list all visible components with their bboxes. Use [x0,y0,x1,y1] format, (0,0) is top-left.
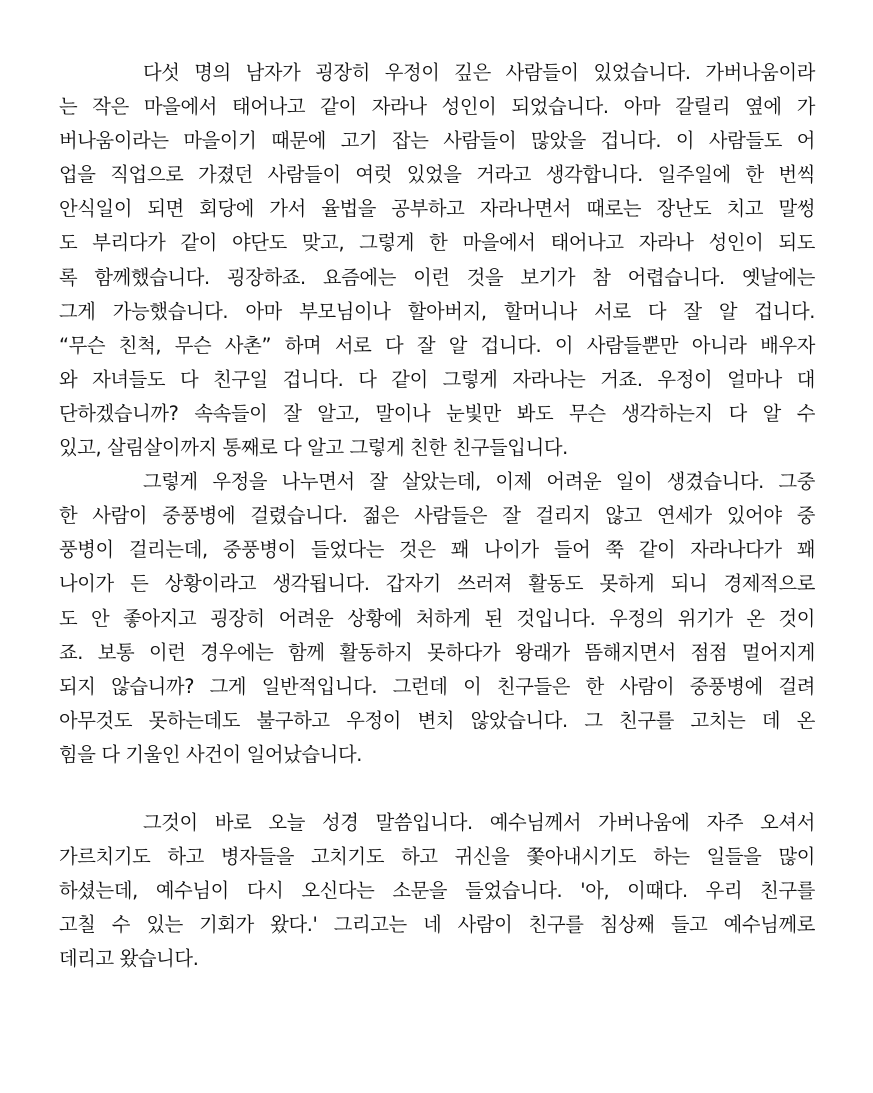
text-line: 다섯 명의 남자가 굉장히 우정이 깊은 사람들이 있었습니다. 가버나움이라 [143,61,815,84]
text-line: 와 자녀들도 다 친구일 겁니다. 다 같이 그렇게 자라나는 거죠. 우정이 얼마나 대 [59,367,815,391]
text-line: 있고, 살림살이까지 통째로 다 알고 그렇게 친한 친구들입니다. [59,436,568,460]
text-line: 고칠 수 있는 기회가 왔다.' 그리고는 네 사람이 친구를 침상째 들고 예수님께로 [59,913,815,937]
text-line: 도 안 좋아지고 굉장히 어려운 상황에 처하게 된 것입니다. 우정의 위기가 온 것이 [59,606,815,630]
paragraph-gap [59,772,815,806]
text-line: 나이가 든 상황이라고 생각됩니다. 갑자기 쓰러져 활동도 못하게 되니 경제적으로 [59,572,815,596]
text-line: 업을 직업으로 가졌던 사람들이 여럿 있었을 거라고 생각합니다. 일주일에 한 번씩 [59,163,815,187]
text-line: 되지 않습니까? 그게 일반적입니다. 그런데 이 친구들은 한 사람이 중풍병에 걸려 [59,674,815,698]
text-line: 그것이 바로 오늘 성경 말씀입니다. 예수님께서 가버나움에 자주 오셔서 [143,811,815,835]
text-line: 그렇게 우정을 나누면서 잘 살았는데, 이제 어려운 일이 생겼습니다. 그중 [143,470,815,494]
paragraph-1 [59,56,815,465]
text-line: 단하겠습니까? 속속들이 잘 알고, 말이나 눈빛만 봐도 무슨 생각하는지 다 알 수 [59,401,815,425]
text-line: 아무것도 못하는데도 불구하고 우정이 변치 않았습니다. 그 친구를 고치는 데 온 [59,708,815,732]
text-line: “무슨 친척, 무슨 사촌” 하며 서로 다 잘 알 겁니다. 이 사람들뿐만 아니라 배우자 [59,333,815,357]
text-line: 하셨는데, 예수님이 다시 오신다는 소문을 들었습니다. '아, 이때다. 우리 친구를 [59,879,815,903]
document-page [59,56,815,977]
text-line: 풍병이 걸리는데, 중풍병이 들었다는 것은 꽤 나이가 들어 쭉 같이 자라나다가 꽤 [59,538,815,562]
text-line: 그게 가능했습니다. 아마 부모님이나 할아버지, 할머니나 서로 다 잘 알 겁니다. [59,299,815,323]
text-line: 버나움이라는 마을이기 때문에 고기 잡는 사람들이 많았을 겁니다. 이 사람들도 어 [59,129,815,153]
text-line: 도 부리다가 같이 야단도 맞고, 그렇게 한 마을에서 태어나고 자라나 성인이 되도 [59,231,815,255]
text-line: 가르치기도 하고 병자들을 고치기도 하고 귀신을 쫓아내시기도 하는 일들을 많이 [59,845,815,869]
text-line: 데리고 왔습니다. [59,947,199,971]
paragraph-2 [59,465,815,772]
paragraph-3 [59,806,815,976]
text-line: 록 함께했습니다. 굉장하죠. 요즘에는 이런 것을 보기가 참 어렵습니다. 옛날에는 [59,265,815,289]
text-line: 한 사람이 중풍병에 걸렸습니다. 젊은 사람들은 잘 걸리지 않고 연세가 있어야 중 [59,504,815,528]
text-line: 는 작은 마을에서 태어나고 같이 자라나 성인이 되었습니다. 아마 갈릴리 옆에 가 [59,95,815,119]
text-line: 죠. 보통 이런 경우에는 함께 활동하지 못하다가 왕래가 뜸해지면서 점점 멀어지게 [59,640,815,664]
text-line: 안식일이 되면 회당에 가서 율법을 공부하고 자라나면서 때로는 장난도 치고 말썽 [59,197,815,221]
text-line: 힘을 다 기울인 사건이 일어났습니다. [59,742,363,766]
